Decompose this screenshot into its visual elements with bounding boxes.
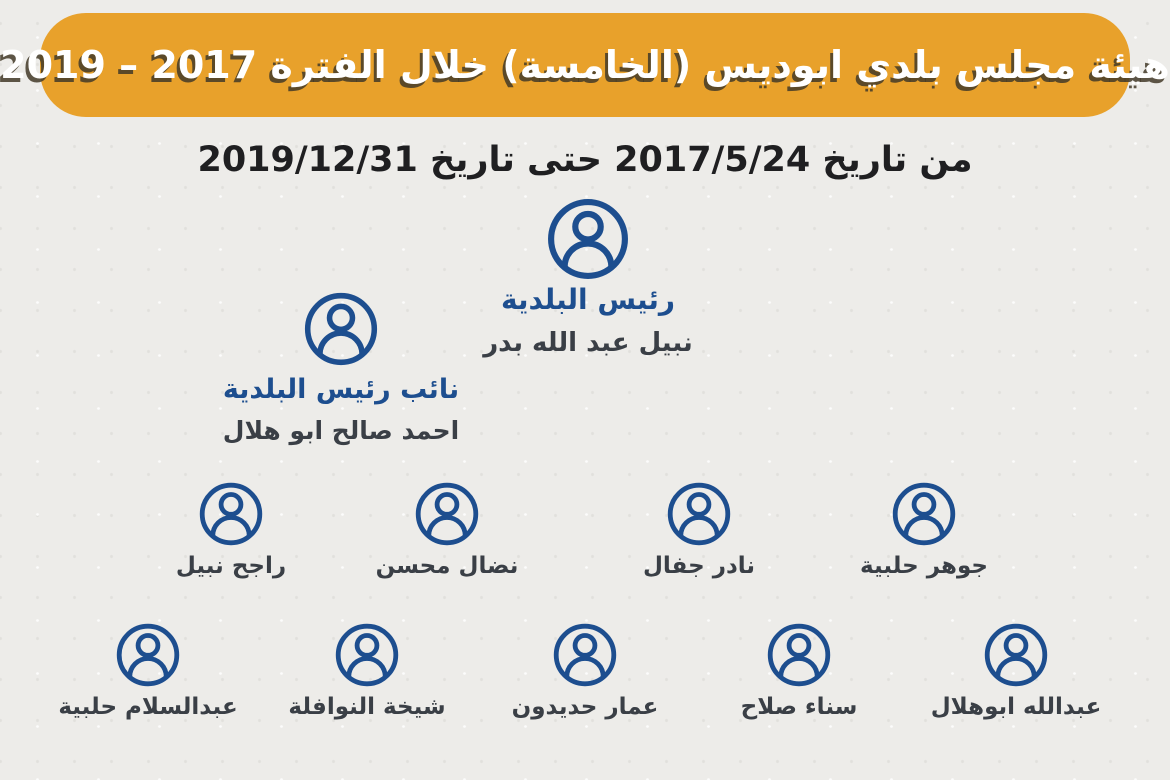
page-title: هيئة مجلس بلدي ابوديس (الخامسة) خلال الفترة 2017 – 2019 [0, 43, 1170, 87]
member-name: سناء صلاح [740, 694, 858, 720]
mayor-role-label: رئيس البلدية [500, 283, 676, 316]
person-icon [892, 482, 956, 546]
title-banner [0, 13, 1170, 117]
person-icon [335, 623, 399, 687]
person-icon [116, 623, 180, 687]
person-icon [984, 623, 1048, 687]
member-card [337, 482, 557, 580]
person-icon [199, 482, 263, 546]
member-card [906, 623, 1126, 721]
member-card [814, 482, 1034, 580]
member-card [589, 482, 809, 580]
member-name: نضال محسن [375, 553, 519, 579]
member-card [257, 623, 477, 721]
person-icon [553, 623, 617, 687]
deputy-mayor-role-label: نائب رئيس البلدية [222, 374, 460, 405]
person-icon [767, 623, 831, 687]
member-name: نادر جفال [642, 553, 756, 579]
deputy-mayor-name: احمد صالح ابو هلال [222, 416, 460, 445]
person-icon [667, 482, 731, 546]
member-name: عبدالله ابوهلال [930, 694, 1102, 720]
member-name: عمار حديدون [511, 694, 659, 720]
member-name: راجح نبيل [175, 553, 287, 579]
member-card [38, 623, 258, 721]
mayor-name: نبيل عبد الله بدر [483, 328, 693, 358]
date-range-subtitle: من تاريخ 2017/5/24 حتى تاريخ 2019/12/31 [197, 140, 973, 180]
person-icon [304, 292, 378, 366]
person-icon [415, 482, 479, 546]
member-card [121, 482, 341, 580]
member-name: عبدالسلام حلبية [58, 694, 238, 720]
member-name: شيخة النوافلة [288, 694, 446, 720]
deputy-mayor-card [191, 292, 491, 445]
member-card [689, 623, 909, 721]
member-card [475, 623, 695, 721]
member-name: جوهر حلبية [860, 553, 988, 579]
person-icon [547, 198, 629, 280]
